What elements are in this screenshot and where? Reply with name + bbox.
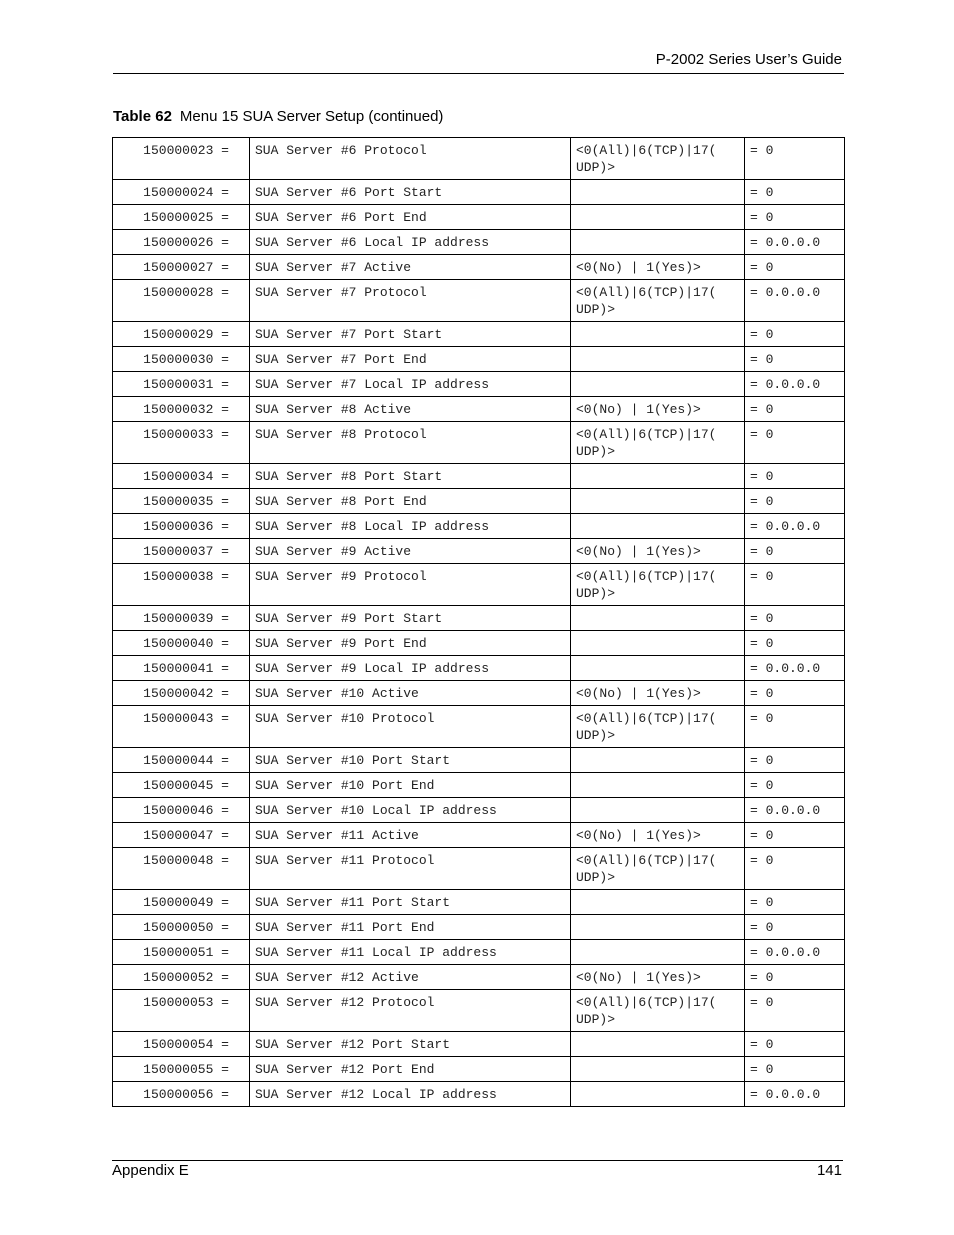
- table-row: [113, 205, 845, 230]
- parameter-name-cell: SUA Server #12 Local IP address: [250, 1082, 571, 1107]
- parameter-name-cell: SUA Server #7 Port End: [250, 347, 571, 372]
- allowed-values-cell: <0(No) | 1(Yes)>: [571, 397, 745, 422]
- parameter-name-cell: SUA Server #11 Local IP address: [250, 940, 571, 965]
- default-value-cell: = 0.0.0.0: [745, 372, 845, 397]
- parameter-id-cell: 150000037 =: [113, 539, 250, 564]
- parameter-id-cell: 150000044 =: [113, 748, 250, 773]
- parameter-name-cell: SUA Server #10 Port Start: [250, 748, 571, 773]
- default-value-cell: = 0: [745, 631, 845, 656]
- parameter-id-cell: 150000046 =: [113, 798, 250, 823]
- parameter-name-cell: SUA Server #12 Active: [250, 965, 571, 990]
- table-row: [113, 564, 845, 606]
- parameter-name-cell: SUA Server #6 Port Start: [250, 180, 571, 205]
- table-row: [113, 631, 845, 656]
- parameter-name-cell: SUA Server #12 Port End: [250, 1057, 571, 1082]
- table-row: [113, 255, 845, 280]
- footer-divider: [112, 1160, 843, 1161]
- table-row: [113, 372, 845, 397]
- parameter-name-cell: SUA Server #11 Port End: [250, 915, 571, 940]
- default-value-cell: = 0: [745, 606, 845, 631]
- default-value-cell: = 0: [745, 748, 845, 773]
- parameter-name-cell: SUA Server #7 Local IP address: [250, 372, 571, 397]
- default-value-cell: = 0: [745, 1032, 845, 1057]
- default-value-cell: = 0: [745, 464, 845, 489]
- parameter-id-cell: 150000024 =: [113, 180, 250, 205]
- parameter-id-cell: 150000045 =: [113, 773, 250, 798]
- parameter-name-cell: SUA Server #9 Active: [250, 539, 571, 564]
- allowed-values-cell: [571, 940, 745, 965]
- table-row: [113, 748, 845, 773]
- parameter-id-cell: 150000027 =: [113, 255, 250, 280]
- default-value-cell: = 0: [745, 347, 845, 372]
- parameter-name-cell: SUA Server #11 Port Start: [250, 890, 571, 915]
- parameter-name-cell: SUA Server #7 Protocol: [250, 280, 571, 322]
- allowed-values-cell: <0(No) | 1(Yes)>: [571, 255, 745, 280]
- allowed-values-cell: [571, 798, 745, 823]
- table-row: [113, 773, 845, 798]
- allowed-values-cell: [571, 1082, 745, 1107]
- parameter-id-cell: 150000056 =: [113, 1082, 250, 1107]
- default-value-cell: = 0.0.0.0: [745, 280, 845, 322]
- allowed-values-cell: [571, 372, 745, 397]
- parameter-id-cell: 150000053 =: [113, 990, 250, 1032]
- default-value-cell: = 0: [745, 489, 845, 514]
- default-value-cell: = 0: [745, 965, 845, 990]
- allowed-values-cell: [571, 347, 745, 372]
- parameter-name-cell: SUA Server #8 Active: [250, 397, 571, 422]
- allowed-values-cell: <0(All)|6(TCP)|17( UDP)>: [571, 706, 745, 748]
- table-row: [113, 280, 845, 322]
- default-value-cell: = 0: [745, 255, 845, 280]
- parameter-name-cell: SUA Server #8 Local IP address: [250, 514, 571, 539]
- parameter-id-cell: 150000028 =: [113, 280, 250, 322]
- table-body: [113, 138, 845, 1107]
- parameter-name-cell: SUA Server #8 Port Start: [250, 464, 571, 489]
- table-row: [113, 656, 845, 681]
- allowed-values-cell: [571, 606, 745, 631]
- table-row: [113, 798, 845, 823]
- table-row: [113, 1032, 845, 1057]
- allowed-values-cell: [571, 1057, 745, 1082]
- parameter-id-cell: 150000030 =: [113, 347, 250, 372]
- allowed-values-cell: <0(All)|6(TCP)|17( UDP)>: [571, 422, 745, 464]
- parameter-name-cell: SUA Server #7 Port Start: [250, 322, 571, 347]
- allowed-values-cell: <0(No) | 1(Yes)>: [571, 823, 745, 848]
- parameter-id-cell: 150000038 =: [113, 564, 250, 606]
- running-header: P-2002 Series User’s Guide: [655, 51, 842, 68]
- default-value-cell: = 0: [745, 539, 845, 564]
- default-value-cell: = 0: [745, 422, 845, 464]
- table-row: [113, 890, 845, 915]
- allowed-values-cell: [571, 489, 745, 514]
- parameter-id-cell: 150000048 =: [113, 848, 250, 890]
- allowed-values-cell: <0(All)|6(TCP)|17( UDP)>: [571, 564, 745, 606]
- allowed-values-cell: <0(All)|6(TCP)|17( UDP)>: [571, 280, 745, 322]
- parameter-name-cell: SUA Server #8 Port End: [250, 489, 571, 514]
- table-row: [113, 1057, 845, 1082]
- parameter-name-cell: SUA Server #11 Protocol: [250, 848, 571, 890]
- table-row: [113, 464, 845, 489]
- default-value-cell: = 0: [745, 205, 845, 230]
- parameter-name-cell: SUA Server #9 Port Start: [250, 606, 571, 631]
- parameter-name-cell: SUA Server #12 Protocol: [250, 990, 571, 1032]
- default-value-cell: = 0.0.0.0: [745, 798, 845, 823]
- table-row: [113, 823, 845, 848]
- parameter-id-cell: 150000035 =: [113, 489, 250, 514]
- table-row: [113, 138, 845, 180]
- default-value-cell: = 0: [745, 848, 845, 890]
- table-row: [113, 940, 845, 965]
- parameter-id-cell: 150000025 =: [113, 205, 250, 230]
- parameter-id-cell: 150000023 =: [113, 138, 250, 180]
- parameter-id-cell: 150000041 =: [113, 656, 250, 681]
- table-row: [113, 230, 845, 255]
- table-row: [113, 1082, 845, 1107]
- parameter-name-cell: SUA Server #6 Protocol: [250, 138, 571, 180]
- parameter-id-cell: 150000026 =: [113, 230, 250, 255]
- table-caption: [113, 108, 443, 125]
- allowed-values-cell: <0(No) | 1(Yes)>: [571, 965, 745, 990]
- allowed-values-cell: [571, 205, 745, 230]
- allowed-values-cell: [571, 322, 745, 347]
- default-value-cell: = 0: [745, 990, 845, 1032]
- allowed-values-cell: <0(No) | 1(Yes)>: [571, 681, 745, 706]
- sua-server-table: [112, 137, 845, 1107]
- parameter-name-cell: SUA Server #9 Local IP address: [250, 656, 571, 681]
- allowed-values-cell: <0(All)|6(TCP)|17( UDP)>: [571, 848, 745, 890]
- table-row: [113, 489, 845, 514]
- parameter-id-cell: 150000031 =: [113, 372, 250, 397]
- default-value-cell: = 0: [745, 773, 845, 798]
- allowed-values-cell: [571, 1032, 745, 1057]
- default-value-cell: = 0: [745, 138, 845, 180]
- allowed-values-cell: [571, 748, 745, 773]
- default-value-cell: = 0: [745, 915, 845, 940]
- default-value-cell: = 0: [745, 681, 845, 706]
- parameter-id-cell: 150000034 =: [113, 464, 250, 489]
- allowed-values-cell: [571, 890, 745, 915]
- default-value-cell: = 0: [745, 397, 845, 422]
- allowed-values-cell: <0(No) | 1(Yes)>: [571, 539, 745, 564]
- default-value-cell: = 0: [745, 564, 845, 606]
- default-value-cell: = 0: [745, 890, 845, 915]
- default-value-cell: = 0.0.0.0: [745, 230, 845, 255]
- table-row: [113, 681, 845, 706]
- allowed-values-cell: [571, 915, 745, 940]
- default-value-cell: = 0.0.0.0: [745, 1082, 845, 1107]
- parameter-id-cell: 150000055 =: [113, 1057, 250, 1082]
- parameter-name-cell: SUA Server #7 Active: [250, 255, 571, 280]
- table-row: [113, 848, 845, 890]
- parameter-id-cell: 150000032 =: [113, 397, 250, 422]
- default-value-cell: = 0: [745, 823, 845, 848]
- allowed-values-cell: [571, 180, 745, 205]
- table-caption-label: Table 62: [113, 108, 172, 125]
- default-value-cell: = 0: [745, 1057, 845, 1082]
- parameter-id-cell: 150000029 =: [113, 322, 250, 347]
- allowed-values-cell: [571, 656, 745, 681]
- table-row: [113, 514, 845, 539]
- default-value-cell: = 0.0.0.0: [745, 514, 845, 539]
- parameter-name-cell: SUA Server #12 Port Start: [250, 1032, 571, 1057]
- header-divider: [113, 73, 844, 74]
- parameter-name-cell: SUA Server #8 Protocol: [250, 422, 571, 464]
- parameter-id-cell: 150000033 =: [113, 422, 250, 464]
- parameter-name-cell: SUA Server #10 Active: [250, 681, 571, 706]
- default-value-cell: = 0: [745, 322, 845, 347]
- default-value-cell: = 0: [745, 180, 845, 205]
- allowed-values-cell: [571, 230, 745, 255]
- parameter-id-cell: 150000052 =: [113, 965, 250, 990]
- parameter-name-cell: SUA Server #10 Protocol: [250, 706, 571, 748]
- allowed-values-cell: [571, 631, 745, 656]
- parameter-id-cell: 150000051 =: [113, 940, 250, 965]
- parameter-name-cell: SUA Server #10 Local IP address: [250, 798, 571, 823]
- parameter-name-cell: SUA Server #6 Port End: [250, 205, 571, 230]
- parameter-name-cell: SUA Server #9 Port End: [250, 631, 571, 656]
- parameter-id-cell: 150000040 =: [113, 631, 250, 656]
- parameter-id-cell: 150000050 =: [113, 915, 250, 940]
- default-value-cell: = 0.0.0.0: [745, 940, 845, 965]
- table-row: [113, 180, 845, 205]
- parameter-name-cell: SUA Server #10 Port End: [250, 773, 571, 798]
- parameter-id-cell: 150000054 =: [113, 1032, 250, 1057]
- parameter-name-cell: SUA Server #6 Local IP address: [250, 230, 571, 255]
- parameter-name-cell: SUA Server #11 Active: [250, 823, 571, 848]
- default-value-cell: = 0: [745, 706, 845, 748]
- page-number: 141: [816, 1162, 842, 1179]
- table-row: [113, 606, 845, 631]
- table-row: [113, 965, 845, 990]
- table-row: [113, 706, 845, 748]
- table-row: [113, 539, 845, 564]
- parameter-id-cell: 150000047 =: [113, 823, 250, 848]
- table-row: [113, 422, 845, 464]
- allowed-values-cell: [571, 464, 745, 489]
- table-row: [113, 915, 845, 940]
- table-row: [113, 990, 845, 1032]
- table-row: [113, 322, 845, 347]
- parameter-id-cell: 150000049 =: [113, 890, 250, 915]
- table-row: [113, 347, 845, 372]
- table-row: [113, 397, 845, 422]
- parameter-id-cell: 150000039 =: [113, 606, 250, 631]
- parameter-id-cell: 150000042 =: [113, 681, 250, 706]
- allowed-values-cell: [571, 773, 745, 798]
- table-caption-text: Menu 15 SUA Server Setup (continued): [179, 108, 444, 125]
- allowed-values-cell: <0(All)|6(TCP)|17( UDP)>: [571, 990, 745, 1032]
- footer-section: Appendix E: [112, 1162, 189, 1179]
- allowed-values-cell: [571, 514, 745, 539]
- parameter-id-cell: 150000043 =: [113, 706, 250, 748]
- parameter-name-cell: SUA Server #9 Protocol: [250, 564, 571, 606]
- parameter-id-cell: 150000036 =: [113, 514, 250, 539]
- default-value-cell: = 0.0.0.0: [745, 656, 845, 681]
- allowed-values-cell: <0(All)|6(TCP)|17( UDP)>: [571, 138, 745, 180]
